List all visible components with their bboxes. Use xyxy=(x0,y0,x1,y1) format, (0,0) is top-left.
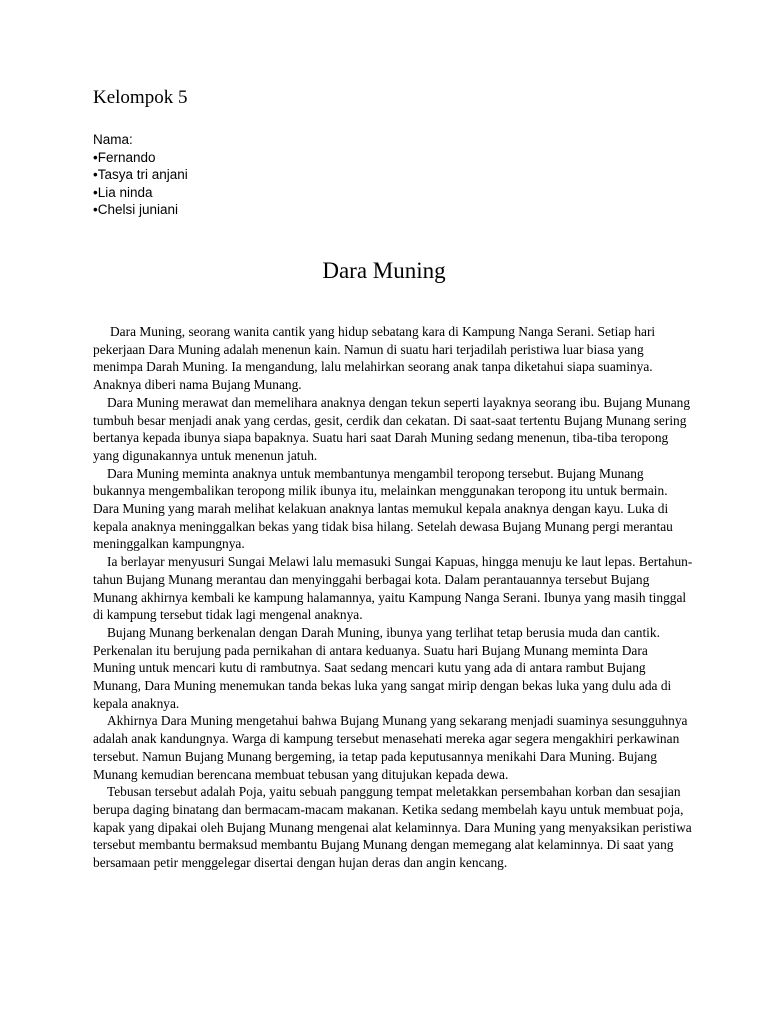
member-list-block xyxy=(93,131,188,219)
member-name: • Tasya tri anjani xyxy=(93,166,188,184)
member-name: • Chelsi juniani xyxy=(93,201,188,219)
names-label: Nama: xyxy=(93,132,133,147)
member-name: • Lia ninda xyxy=(93,184,188,202)
story-paragraph: Ia berlayar menyusuri Sungai Melawi lalu memasuki Sungai Kapuas, hingga menuju ke laut lepas. Bertahun-tahun Bujang Munang merantau dan menyinggahi berbagai kota. Dalam perantauannya tersebut Bujang Munang akhirnya kembali ke kampung halamannya, yaitu Kampung Nanga Serani. Ibunya yang masih tinggal di kampung tersebut tidak lagi mengenal anaknya. xyxy=(93,554,693,623)
group-heading: Kelompok 5 xyxy=(93,87,188,108)
member-list xyxy=(93,149,188,219)
story-paragraph: Bujang Munang berkenalan dengan Darah Muning, ibunya yang terlihat tetap berusia muda dan cantik. Perkenalan itu berujung pada pernikahan di antara keduanya. Suatu hari Bujang Munang meminta Dara Muning untuk mencari kutu di rambutnya. Saat sedang mencari kutu yang ada di antara rambut Bujang Munang, Dara Muning menemukan tanda bekas luka yang sangat mirip dengan bekas luka yang dulu ada di kepala anaknya. xyxy=(93,624,672,711)
story-paragraph: Dara Muning merawat dan memelihara anaknya dengan tekun seperti layaknya seorang ibu. Bujang Munang tumbuh besar menjadi anak yang cerdas, gesit, cerdik dan cekatan. Di saat-saat tertentu Bujang Munang sering bertanya kepada ibunya siapa bapaknya. Suatu hari saat Darah Muning sedang menenun, tiba-tiba teropong yang digunakannya untuk menenun jatuh. xyxy=(93,394,691,463)
story-body xyxy=(93,323,693,872)
story-paragraph: Dara Muning, seorang wanita cantik yang hidup sebatang kara di Kampung Nanga Serani. Setiap hari pekerjaan Dara Muning adalah menenun kain. Namun di suatu hari terjadilah peristiwa luar biasa yang menimpa Darah Muning. Ia mengandung, lalu melahirkan seorang anak tanpa diketahui siapa suaminya. Anaknya diberi nama Bujang Munang. xyxy=(93,324,656,393)
story-paragraph: Dara Muning meminta anaknya untuk membantunya mengambil teropong tersebut. Bujang Munang bukannya mengembalikan teropong milik ibunya itu, melainkan menggunakan teropong itu untuk bermain. Dara Muning yang marah melihat kelakuan anaknya lantas memukul kepala anaknya dengan kayu. Luka di kepala anaknya meninggalkan bekas yang tidak bisa hilang. Setelah dewasa Bujang Munang pergi merantau meninggalkan kampungnya. xyxy=(93,465,673,552)
member-name: • Fernando xyxy=(93,149,188,167)
story-paragraph: Tebusan tersebut adalah Poja, yaitu sebuah panggung tempat meletakkan persembahan korban dan sesajian berupa daging binatang dan bermacam-macam makanan. Ketika sedang membelah kayu untuk membuat poja, kapak yang dipakai oleh Bujang Munang mengenai alat kelaminnya. Dara Muning yang menyaksikan peristiwa tersebut membantu bermaksud membantu Bujang Munang dengan memegang alat kelaminnya. Di saat yang bersamaan petir menggelegar disertai dengan hujan deras dan angin kencang. xyxy=(93,784,692,871)
story-title: Dara Muning xyxy=(322,258,446,283)
story-paragraph: Akhirnya Dara Muning mengetahui bahwa Bujang Munang yang sekarang menjadi suaminya sesungguhnya adalah anak kandungnya. Warga di kampung tersebut menasehati mereka agar segera mengakhiri perkawinan tersebut. Namun Bujang Munang bergeming, ia tetap pada keputusannya menikahi Dara Muning. Bujang Munang kemudian berencana membuat tebusan yang ditujukan kepada dewa. xyxy=(93,713,688,782)
